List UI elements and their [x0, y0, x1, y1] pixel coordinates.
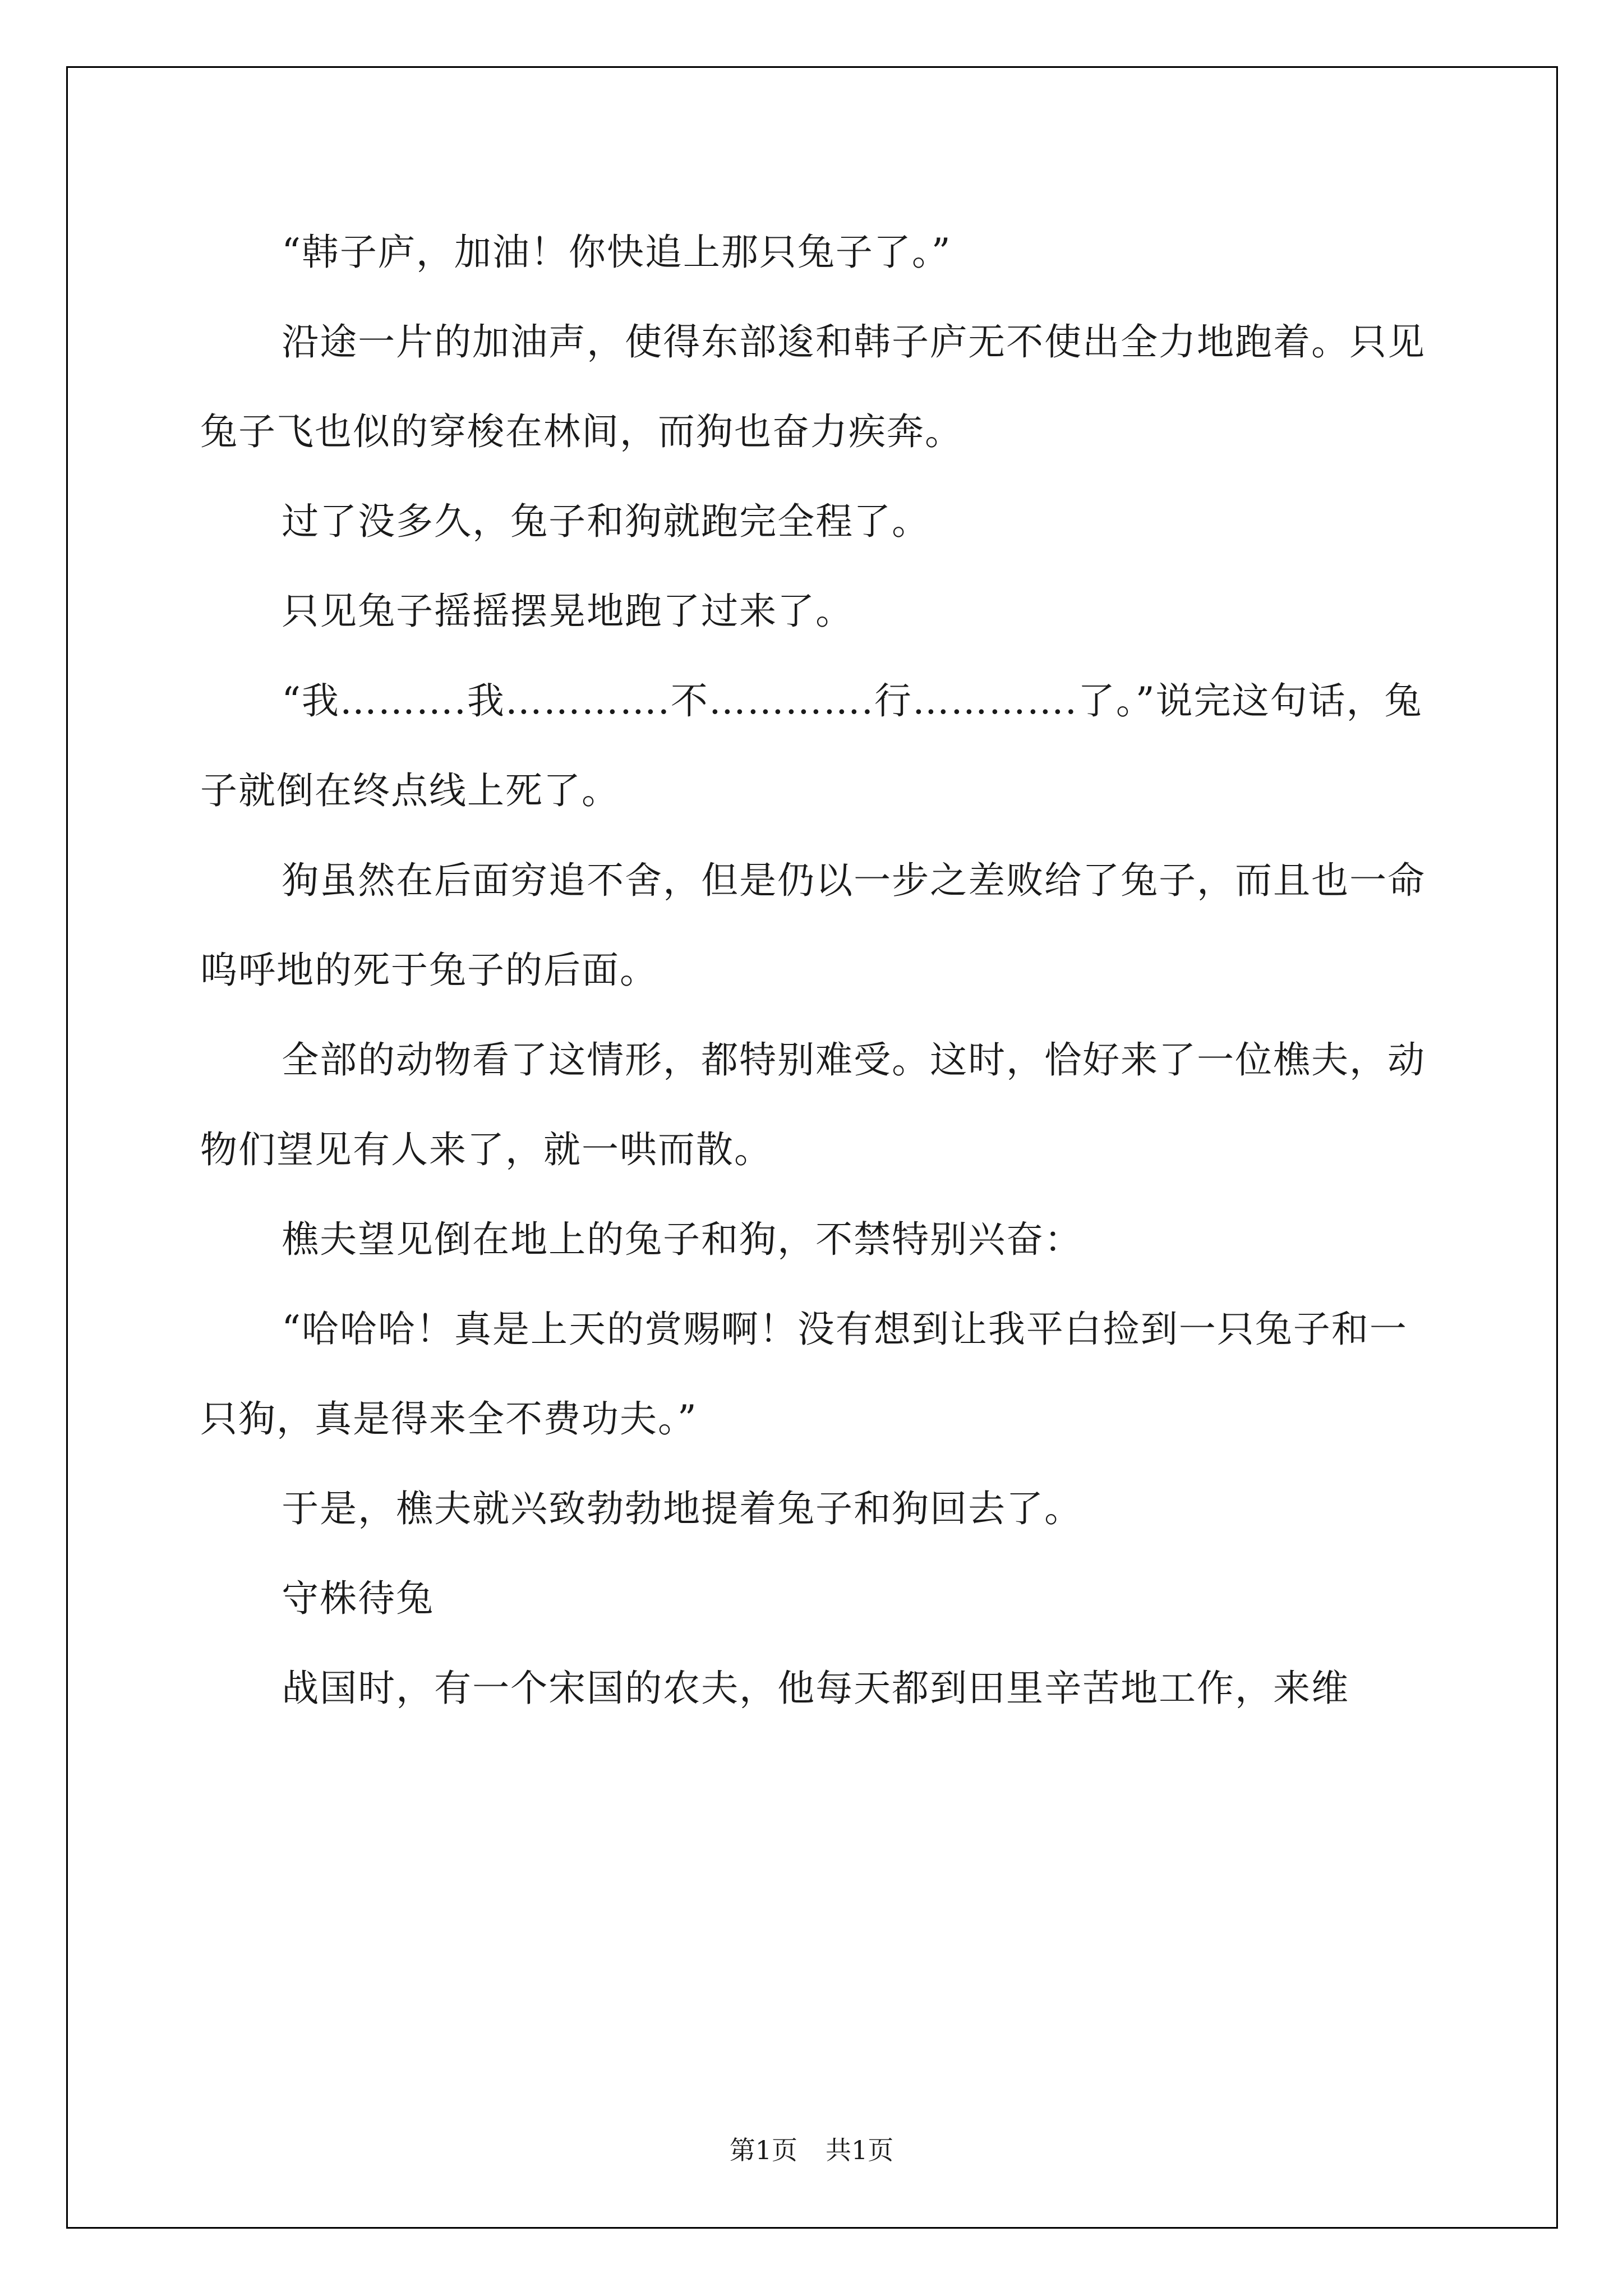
document-body: [200, 208, 1434, 1733]
paragraph: “韩子庐，加油！你快追上那只兔子了。”: [282, 231, 952, 274]
page-number-current: 第1页: [729, 2135, 797, 2165]
paragraph: 于是，樵夫就兴致勃勃地提着兔子和狗回去了。: [282, 1487, 1083, 1530]
paragraph: “我……….我………….不………….行………….了。”说完这句话，兔子就倒在终点线上死了。: [200, 679, 1423, 812]
paragraph: “哈哈哈！真是上天的赏赐啊！没有想到让我平白捡到一只兔子和一只狗，真是得来全不费功夫。”: [200, 1308, 1408, 1441]
paragraph: 狗虽然在后面穷追不舍，但是仍以一步之差败给了兔子，而且也一命呜呼地的死于兔子的后面。: [200, 859, 1426, 992]
paragraph: 战国时，有一个宋国的农夫，他每天都到田里辛苦地工作，来维: [282, 1667, 1350, 1710]
section-heading: 守株待兔: [282, 1577, 435, 1620]
paragraph: 只见兔子摇摇摆晃地跑了过来了。: [282, 590, 854, 633]
paragraph: 过了没多久，兔子和狗就跑完全程了。: [282, 500, 930, 543]
page-number-total: 共1页: [826, 2135, 894, 2165]
page-footer: [0, 2133, 1623, 2167]
paragraph: 沿途一片的加油声，使得东部逡和韩子庐无不使出全力地跑着。只见兔子飞也似的穿梭在林间，而狗也奋力疾奔。: [200, 320, 1426, 453]
paragraph: 樵夫望见倒在地上的兔子和狗，不禁特别兴奋：: [282, 1218, 1083, 1261]
paragraph: 全部的动物看了这情形，都特别难受。这时，恰好来了一位樵夫，动物们望见有人来了，就一哄而散。: [200, 1038, 1426, 1171]
